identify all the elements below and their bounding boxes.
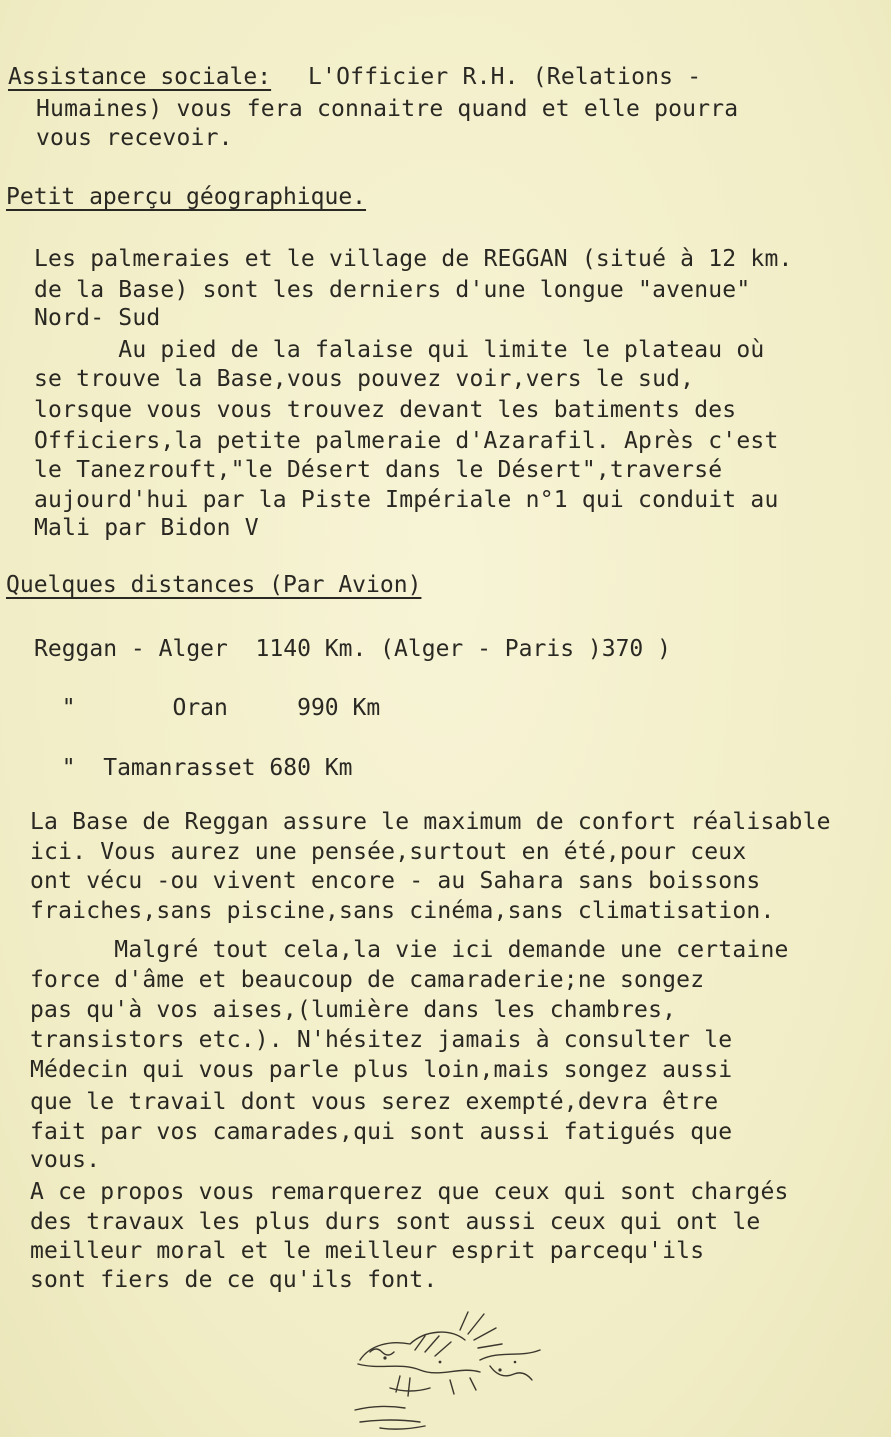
heading-apercu-geographique: Petit aperçu géographique. (6, 184, 367, 210)
assistance-line-1: L'Officier R.H. (Relations - (308, 64, 702, 90)
body-line-15: meilleur moral et le meilleur esprit parcequ'ils (30, 1238, 705, 1264)
geo-line-9: aujourd'hui par la Piste Impériale n°1 qui conduit au (34, 487, 779, 513)
body-line-14: des travaux les plus durs sont aussi ceux qui ont le (30, 1209, 761, 1235)
heading-quelques-distances: Quelques distances (Par Avion) (6, 572, 422, 598)
distance-row-tamanrasset: " Tamanrasset 680 Km (34, 755, 353, 781)
heading-assistance-sociale: Assistance sociale: (8, 64, 272, 90)
body-line-12: vous. (30, 1147, 101, 1173)
hand-drawn-desert-sketch-icon (340, 1300, 580, 1437)
body-line-10: que le travail dont vous serez exempté,devra être (30, 1089, 719, 1115)
body-line-9: Médecin qui vous parle plus loin,mais songez aussi (30, 1057, 733, 1083)
body-line-7: pas qu'à vos aises,(lumière dans les chambres, (30, 997, 677, 1023)
body-line-3: ont vécu -ou vivent encore - au Sahara sans boissons (30, 868, 761, 894)
body-line-8: transistors etc.). N'hésitez jamais à consulter le (30, 1027, 733, 1053)
assistance-line-3: vous recevoir. (36, 125, 233, 151)
body-line-2: ici. Vous aurez une pensée,surtout en été,pour ceux (30, 839, 747, 865)
distance-row-oran: " Oran 990 Km (34, 695, 381, 721)
geo-line-7: Officiers,la petite palmeraie d'Azarafil. Après c'est (34, 428, 779, 454)
distance-row-alger: Reggan - Alger 1140 Km. (Alger - Paris )370 ) (34, 636, 671, 662)
geo-line-2: de la Base) sont les derniers d'une longue "avenue" (34, 277, 751, 303)
geo-line-10: Mali par Bidon V (34, 515, 259, 541)
geo-line-4: Au pied de la falaise qui limite le plateau où (34, 337, 765, 363)
body-line-1: La Base de Reggan assure le maximum de confort réalisable (30, 809, 831, 835)
body-line-11: fait par vos camarades,qui sont aussi fatigués que (30, 1119, 733, 1145)
geo-line-6: lorsque vous vous trouvez devant les batiments des (34, 397, 737, 423)
geo-line-1: Les palmeraies et le village de REGGAN (situé à 12 km. (34, 246, 793, 272)
geo-line-5: se trouve la Base,vous pouvez voir,vers le sud, (34, 366, 695, 392)
body-line-4: fraiches,sans piscine,sans cinéma,sans climatisation. (30, 898, 775, 924)
body-line-16: sont fiers de ce qu'ils font. (30, 1267, 438, 1293)
body-line-6: force d'âme et beaucoup de camaraderie;ne songez (30, 967, 705, 993)
body-line-5: Malgré tout cela,la vie ici demande une certaine (30, 937, 789, 963)
assistance-line-2: Humaines) vous fera connaitre quand et elle pourra (36, 96, 739, 122)
geo-line-3: Nord- Sud (34, 305, 161, 331)
geo-line-8: le Tanezrouft,"le Désert dans le Désert",traversé (34, 457, 723, 483)
body-line-13: A ce propos vous remarquerez que ceux qui sont chargés (30, 1179, 789, 1205)
